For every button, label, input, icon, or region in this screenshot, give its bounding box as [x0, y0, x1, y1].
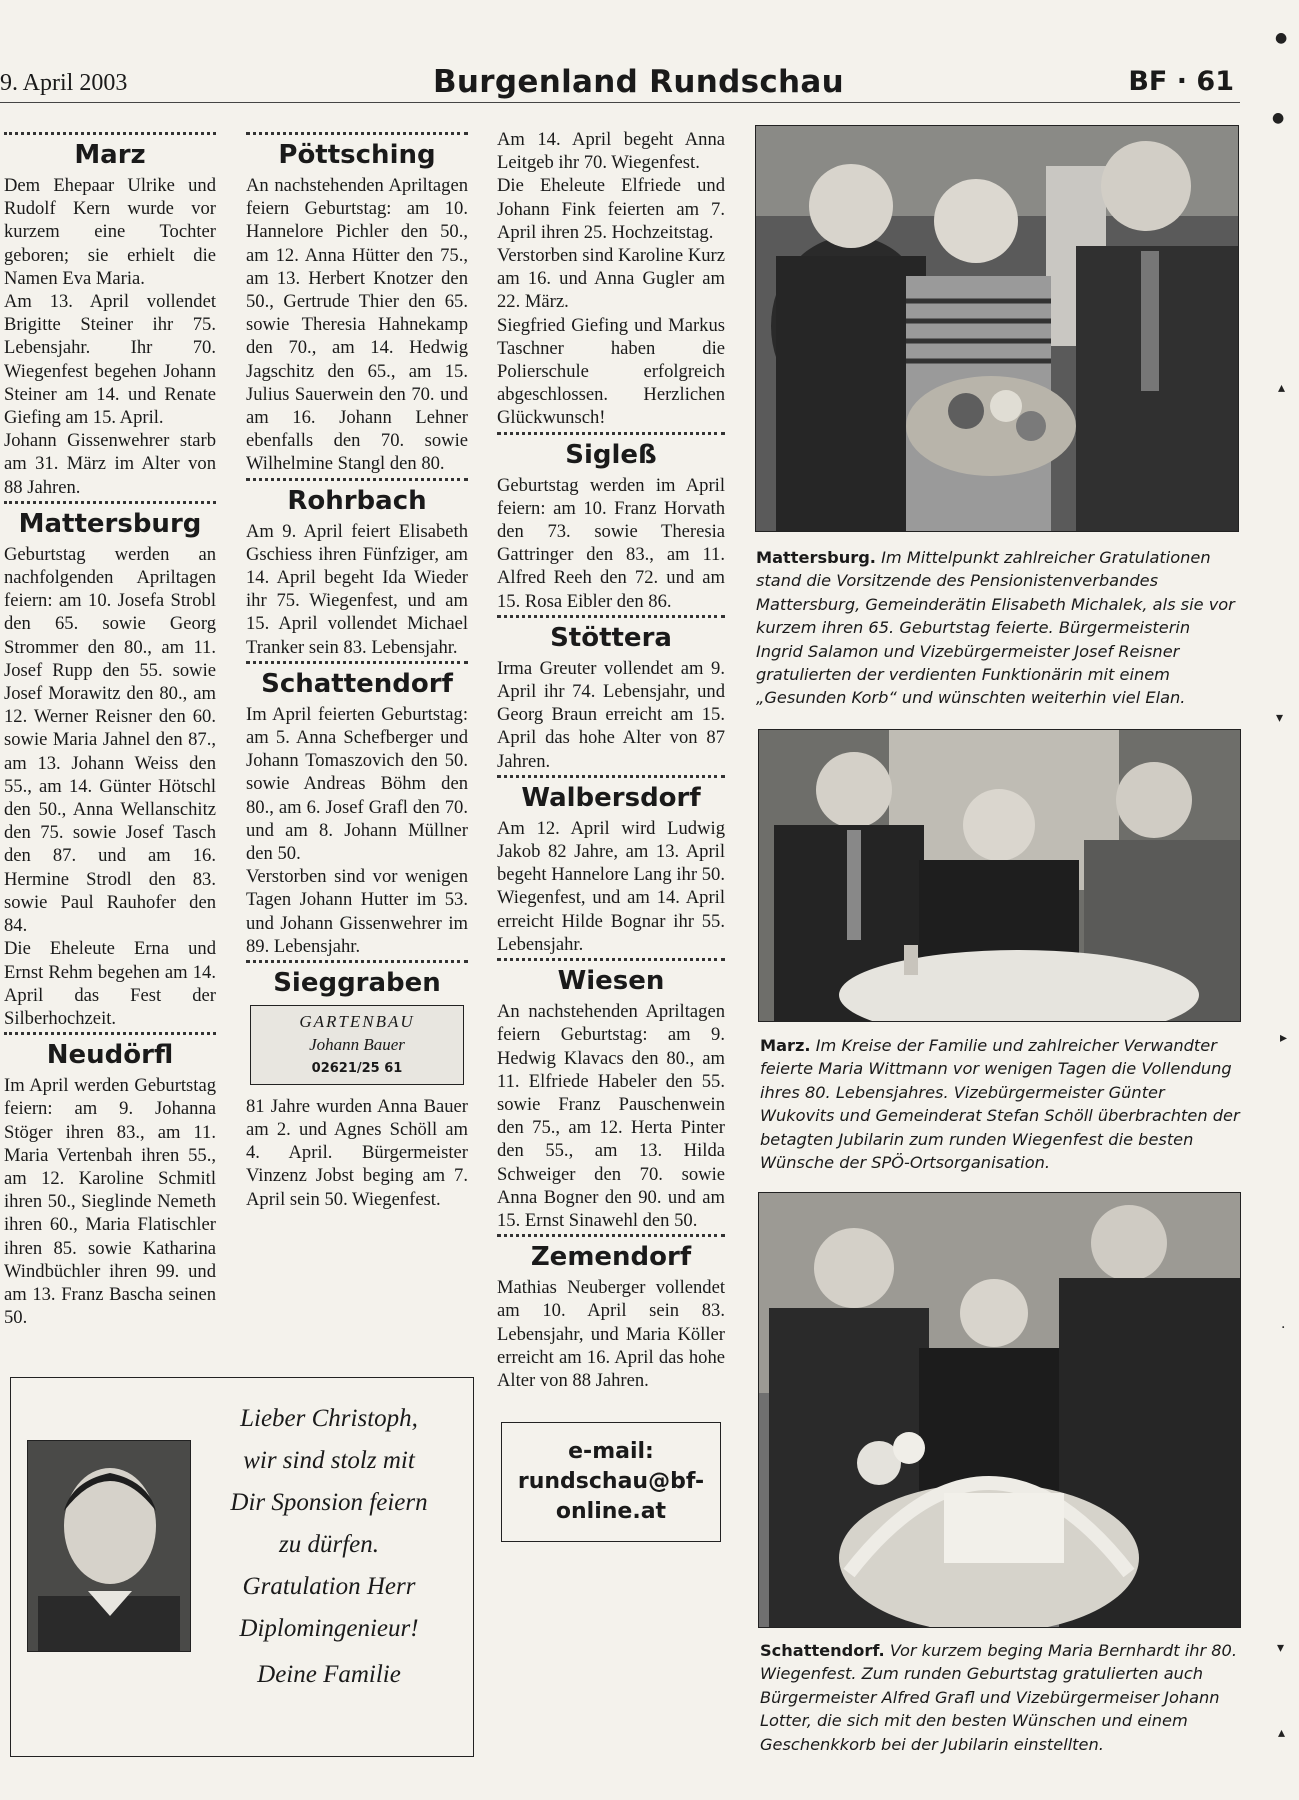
caption-mattersburg [756, 546, 1240, 710]
newspaper-title: Burgenland Rundschau [433, 64, 844, 100]
ad-company: GARTENBAU [299, 1012, 415, 1032]
photo-marz [758, 729, 1241, 1022]
greeting-line: Dir Sponsion feiern [230, 1489, 428, 1516]
page-number: BF · 61 [1128, 66, 1234, 97]
article-text: 81 Jahre wurden Anna Bauer am 2. und Agnes Schöll am 4. April. Bürgermeister Vinzenz Jobst beging am 7. April sein 50. Wiegenfest. [246, 1095, 468, 1210]
article-text: Am 14. April begeht Anna Leitgeb ihr 70. Wiegenfest. [497, 129, 725, 174]
issue-date: 9. April 2003 [0, 70, 128, 96]
email-label: e-mail: [568, 1439, 654, 1465]
portrait-photo [27, 1440, 191, 1652]
section-title-sieggraben: Sieggraben [273, 968, 441, 999]
photo-schattendorf [758, 1192, 1241, 1628]
scan-mark: ▴ [1278, 380, 1286, 396]
article-text: Mathias Neuberger vollendet am 10. April sein 83. Lebensjahr, und Maria Köller erreicht am 16. April das hohe Alter von 88 Jahren. [497, 1277, 725, 1391]
section-title-zemendorf: Zemendorf [530, 1242, 692, 1273]
section-title-rohrbach: Rohrbach [287, 485, 427, 516]
email-address-part1: rundschau@bf- [517, 1469, 705, 1495]
article-text: Die Eheleute Erna und Ernst Rehm begehen am 14. April das Fest der Silberhochzeit. [4, 938, 216, 1029]
caption-lead: Marz. [760, 1036, 811, 1055]
article-text: Geburtstag werden an nachfolgenden Apriltagen feiern: am 10. Josefa Strobl den 65. sowie Georg Strommer den 80., am 11. Josef Rupp den 55. sowie Josef Morawitz den 80., am 12. Werner Reisner den 60. sowie Maria Jahnel den 87., am 13. Johann Weiss den 55., am 14. Günter Hötschl den 50., Anna Wellanschitz den 75. sowie Josef Tasch den 87. und am 16. Hermine Strodl den 83. sowie Paul Rauhofer den 84. [4, 543, 216, 937]
article-text: Im April feierten Geburtstag: am 5. Anna Schefberger und Johann Tomaszovich den 50. sowie Andreas Böhm den 80., am 6. Josef Grafl den 70. und am 8. Johann Müllner den 50. [246, 703, 468, 865]
column-1 [4, 130, 216, 1329]
article-text: Verstorben sind vor wenigen Tagen Johann Hutter im 53. und Johann Gissenwehrer im 89. Lebensjahr. [246, 866, 468, 957]
divider [4, 501, 216, 504]
scan-mark: · [1281, 1320, 1286, 1336]
article-text: Die Eheleute Elfriede und Johann Fink feierten am 7. April ihren 25. Hochzeitstag. [497, 175, 725, 243]
email-address-part2: online.at [555, 1499, 667, 1525]
divider [4, 1032, 216, 1035]
caption-lead: Mattersburg. [756, 548, 876, 567]
scan-mark: ▴ [1278, 1725, 1286, 1741]
article-text: Am 9. April feiert Elisabeth Gschiess ihren Fünfziger, am 14. April begeht Ida Wieder ihr 75. Wiegenfest, und am 15. April vollendet Michael Tranker sein 83. Lebensjahr. [246, 520, 468, 658]
greeting-line: Lieber Christoph, [240, 1405, 418, 1432]
caption-text: Im Kreise der Familie und zahlreicher Verwandter feierte Maria Wittmann vor wenigen Tagen die Vollendung ihres 80. Lebensjahres. Vizebürgermeister Günter Wukovits und Gemeinderat Stefan Schöll überbrachten der betagten Jubilarin zum runden Wiegenfest die besten Wünsche der SPÖ-Ortsorganisation. [760, 1036, 1240, 1173]
greeting-ad [10, 1377, 474, 1757]
divider [4, 132, 216, 135]
article-text: An nachstehenden Apriltagen feiern Geburtstag: am 10. Hannelore Pichler den 50., am 12. Anna Hütter den 75., am 13. Herbert Knotzer den 50., Gertrude Thier den 65. sowie Theresia Hahnekamp den 70., am 14. Hedwig Jagschitz den 65., am 15. Julius Sauerwein den 70. und am 16. Johann Lehner ebenfalls den 70. sowie Wilhelmine Stangl den 80. [246, 175, 468, 475]
column-2 [246, 130, 468, 1211]
ad-phone: 02621/25 61 [311, 1060, 403, 1076]
divider [497, 615, 725, 618]
article-text: Geburtstag werden im April feiern: am 10. Franz Horvath den 73. sowie Theresia Gattringer den 83., am 11. Alfred Reeh den 72. und am 15. Rosa Eibler den 86. [497, 474, 725, 612]
scan-mark: ● [1275, 30, 1288, 46]
article-text: Am 12. April wird Ludwig Jakob 82 Jahre, am 13. April begeht Hannelore Lang ihr 50. Wiegenfest, und am 14. April erreicht Hilde Bognar ihr 55. Lebensjahr. [497, 817, 725, 955]
greeting-line: zu dürfen. [279, 1531, 379, 1558]
caption-schattendorf [760, 1639, 1244, 1756]
section-title-stoettera: Stöttera [550, 622, 672, 653]
greeting-line: Diplomingenieur! [239, 1615, 419, 1642]
scan-mark: ▸ [1280, 1030, 1288, 1046]
article-text: An nachstehenden Apriltagen feiern Geburtstag: am 9. Hedwig Klavacs den 80., am 11. Elfriede Habeler den 55. sowie Franz Pauschenwein den 75., am 12. Herta Pinter den 55., am 13. Hilda Schweiger den 70. sowie Anna Bogner den 90. und am 15. Ernst Sinawehl den 50. [497, 1001, 725, 1231]
divider [497, 1234, 725, 1237]
section-title-schattendorf: Schattendorf [261, 668, 453, 699]
photo-mattersburg [755, 125, 1239, 532]
scan-mark: ▾ [1277, 1640, 1285, 1656]
divider [497, 958, 725, 961]
portrait-image [28, 1441, 190, 1651]
photo-mattersburg-image [756, 126, 1238, 531]
section-title-mattersburg: Mattersburg [18, 508, 202, 539]
photo-marz-image [759, 730, 1240, 1021]
section-title-marz: Marz [74, 140, 146, 170]
caption-lead: Schattendorf. [760, 1641, 885, 1660]
article-text: Siegfried Giefing und Markus Taschner haben die Polierschule erfolgreich abgeschlossen. Herzlichen Glückwunsch! [497, 314, 725, 429]
page-header [0, 60, 1240, 103]
section-title-sigless: Sigleß [565, 439, 657, 470]
section-title-walbersdorf: Walbersdorf [521, 782, 701, 813]
greeting-text [199, 1398, 459, 1696]
caption-text: Im Mittelpunkt zahlreicher Gratulationen stand die Vorsitzende des Pensionistenverbandes Mattersburg, Gemeinderätin Elisabeth Michalek, als sie vor kurzem ihren 65. Geburtstag feierte. Bürgermeisterin Ingrid Salamon und Vizebürgermeister Josef Reisner gratulierten der verdienten Funktionärin mit einem „Gesunden Korb“ und wünschten weiterhin viel Elan. [756, 548, 1235, 708]
divider [246, 960, 468, 963]
divider [246, 478, 468, 481]
article-text: Im April werden Geburtstag feiern: am 9. Johanna Stöger ihren 83., am 11. Maria Vertenbah ihren 55., am 12. Karoline Schmitl ihren 50., Sieglinde Nemeth ihren 60., Maria Flatischler ihren 85. sowie Katharina Windbüchler ihren 99. und am 13. Franz Bascha seinen 50. [4, 1075, 216, 1329]
caption-text: Vor kurzem beging Maria Bernhardt ihr 80. Wiegenfest. Zum runden Geburtstag gratulierten auch Bürgermeister Alfred Grafl und Vizebürgermeiser Johann Lotter, die sich mit den besten Wünschen und einem Geschenkkorb bei der Jubilarin einstellten. [760, 1641, 1237, 1754]
greeting-line: Gratulation Herr [242, 1573, 416, 1600]
ad-owner: Johann Bauer [309, 1035, 405, 1055]
column-3 [497, 130, 725, 1542]
article-text: Dem Ehepaar Ulrike und Rudolf Kern wurde vor kurzem eine Tochter geboren; sie erhielt die Namen Eva Maria. [4, 175, 216, 289]
section-title-wiesen: Wiesen [557, 966, 665, 997]
article-text: Am 13. April vollendet Brigitte Steiner ihr 75. Lebensjahr. Ihr 70. Wiegenfest begehen Johann Steiner am 14. und Renate Giefing am 15. April. [4, 291, 216, 429]
email-box [501, 1422, 721, 1542]
caption-marz [760, 1034, 1244, 1174]
scan-mark: ▾ [1276, 710, 1284, 726]
section-title-poettsching: Pöttsching [278, 140, 436, 170]
divider [246, 661, 468, 664]
article-text: Irma Greuter vollendet am 9. April ihr 74. Lebensjahr, und Georg Braun erreicht am 15. April das hohe Alter von 87 Jahren. [497, 657, 725, 772]
scan-mark: ● [1272, 110, 1285, 126]
article-text: Johann Gissenwehrer starb am 31. März im Alter von 88 Jahren. [4, 430, 216, 498]
divider [246, 132, 468, 135]
greeting-signature: Deine Familie [257, 1661, 401, 1688]
article-text: Verstorben sind Karoline Kurz am 16. und Anna Gugler am 22. März. [497, 245, 725, 313]
divider [497, 775, 725, 778]
photo-schattendorf-image [759, 1193, 1240, 1627]
advertisement-gartenbau [250, 1005, 464, 1085]
greeting-line: wir sind stolz mit [243, 1447, 415, 1474]
section-title-neudoerfl: Neudörfl [46, 1040, 174, 1071]
divider [497, 432, 725, 435]
